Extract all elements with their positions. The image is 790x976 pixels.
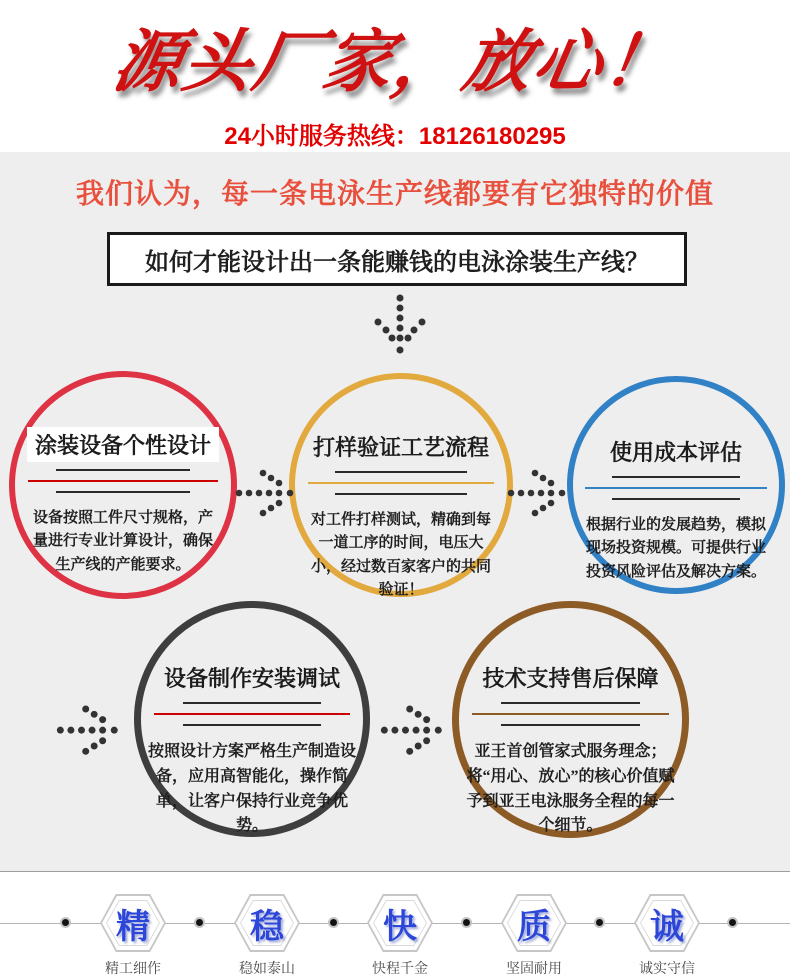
feature-title: 使用成本评估 [609,440,742,465]
value-char: 快 [383,907,417,946]
feature-desc: 对工件打样测试，精确到每一道工序的时间，电压大小，经过数百家客户的共同验证！ [310,512,491,598]
connector-dot [330,919,337,926]
divider [573,476,779,500]
divider [295,471,507,495]
connector-dot [596,919,603,926]
dotted-arrow-down-icon [360,292,440,372]
dotted-arrow-right-icon [52,690,130,764]
feature-circle-design [9,371,237,599]
page-title: 源头厂家，放心！ [107,24,681,100]
feature-title: 设备制作安装调试 [163,666,340,691]
hexagon-icon [634,894,700,952]
value-label: 诚实守信 [639,960,695,976]
connector-dot [463,919,470,926]
connector-dot [62,919,69,926]
main-section [0,152,790,872]
feature-desc: 亚王首创管家式服务理念；将“用心、放心”的核心价值赋予到亚王电泳服务全程的每一个细节。 [466,743,675,835]
connector-dot [729,919,736,926]
value-statement: 我们认为，每一条电泳生产线都要有它独特的价值 [75,178,714,209]
values-band [0,872,790,976]
feature-title: 打样验证工艺流程 [312,435,489,460]
feature-circle-support [452,601,689,838]
value-item-wen [217,872,317,976]
feature-desc: 设备按照工件尺寸规格，产量进行专业计算设计，确保生产线的产能要求。 [32,510,213,573]
value-label: 坚固耐用 [506,960,562,976]
hotline-text: 24小时服务热线：18126180295 [224,123,566,150]
value-item-jing [83,872,183,976]
question-box [107,232,687,286]
feature-desc: 按照设计方案严格生产制造设备，应用高智能化，操作简单，让客户保持行业竞争优势。 [147,743,356,835]
divider [459,702,682,726]
value-item-kuai [350,872,450,976]
feature-circle-cost [567,376,785,594]
value-char: 稳 [250,907,284,946]
value-char: 诚 [650,907,684,946]
value-item-zhi [484,872,584,976]
hexagon-icon [501,894,567,952]
value-label: 快程千金 [372,960,428,976]
dotted-arrow-right-icon [233,455,303,525]
hexagon-icon [367,894,433,952]
feature-circle-installation [134,601,370,837]
divider [141,702,363,726]
value-char: 精 [116,907,150,946]
connector-dot [196,919,203,926]
hexagon-icon [100,894,166,952]
feature-circle-sampling [289,373,513,597]
feature-title: 技术支持售后保障 [482,666,659,691]
value-item-cheng [617,872,717,976]
feature-desc: 根据行业的发展趋势，模拟现场投资规模。可提供行业投资风险评估及解决方案。 [585,517,766,580]
value-label: 精工细作 [105,960,161,976]
feature-title: 涂装设备个性设计 [27,427,219,462]
question-text: 如何才能设计出一条能赚钱的电泳涂装生产线？ [145,248,649,276]
dotted-arrow-right-icon [376,690,454,764]
dotted-arrow-right-icon [505,455,575,525]
value-label: 稳如泰山 [239,960,295,976]
hexagon-icon [234,894,300,952]
divider [15,469,231,493]
value-char: 质 [517,907,551,946]
